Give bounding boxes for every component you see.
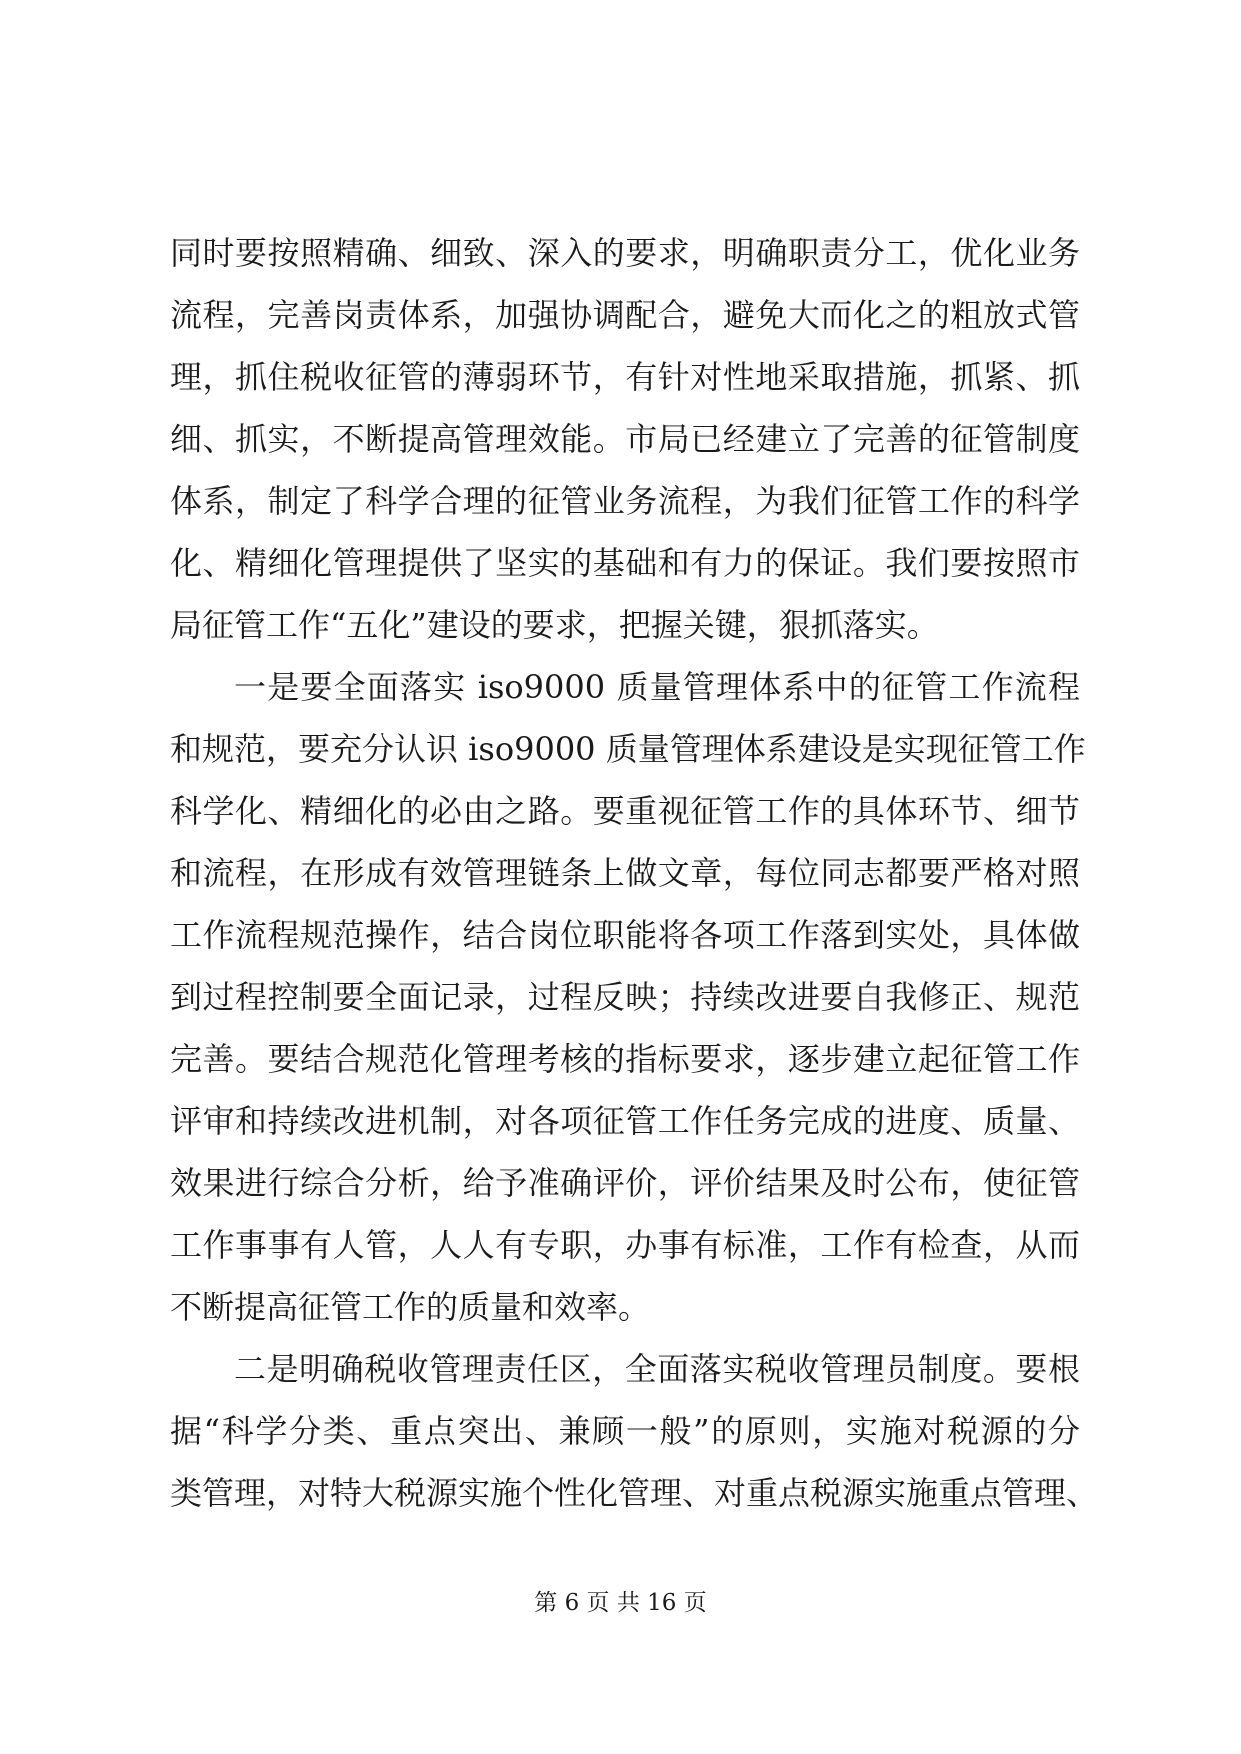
- text-line: 工作事事有人管，人人有专职，办事有标准，工作有检查，从而: [170, 1226, 1080, 1264]
- text-line: 效果进行综合分析，给予准确评价，评价结果及时公布，使征管: [170, 1164, 1080, 1202]
- page-number-footer: 第 6 页 共 16 页: [534, 1590, 707, 1616]
- text-line: 体系，制定了科学合理的征管业务流程，为我们征管工作的科学: [170, 482, 1080, 520]
- text-line: 工作流程规范操作，结合岗位职能将各项工作落到实处，具体做: [170, 916, 1080, 954]
- text-line: 科学化、精细化的必由之路。要重视征管工作的具体环节、细节: [170, 792, 1080, 830]
- text-line: 评审和持续改进机制，对各项征管工作任务完成的进度、质量、: [170, 1102, 1080, 1140]
- text-line: 局征管工作“五化”建设的要求，把握关键，狠抓落实。: [170, 606, 939, 644]
- text-line: 细、抓实，不断提高管理效能。市局已经建立了完善的征管制度: [170, 420, 1080, 458]
- text-line: 和流程，在形成有效管理链条上做文章，每位同志都要严格对照: [170, 854, 1080, 892]
- text-line: 不断提高征管工作的质量和效率。: [170, 1288, 651, 1326]
- text-line: 类管理，对特大税源实施个性化管理、对重点税源实施重点管理、: [170, 1474, 1099, 1512]
- paragraph-start-line: 二是明确税收管理责任区，全面落实税收管理员制度。要根: [234, 1350, 1080, 1388]
- text-line: 到过程控制要全面记录，过程反映；持续改进要自我修正、规范: [170, 978, 1080, 1016]
- text-line: 据“科学分类、重点突出、兼顾一般”的原则，实施对税源的分: [170, 1412, 1080, 1450]
- text-line: 流程，完善岗责体系，加强协调配合，避免大而化之的粗放式管: [170, 296, 1080, 334]
- document-body: [170, 222, 1099, 1524]
- text-line: 理，抓住税收征管的薄弱环节，有针对性地采取措施，抓紧、抓: [170, 358, 1080, 396]
- text-line: 化、精细化管理提供了坚实的基础和有力的保证。我们要按照市: [170, 544, 1080, 582]
- paragraph-start-line: 一是要全面落实 iso9000 质量管理体系中的征管工作流程: [234, 668, 1080, 706]
- text-line: 和规范，要充分认识 iso9000 质量管理体系建设是实现征管工作: [170, 730, 1086, 768]
- text-line: 同时要按照精确、细致、深入的要求，明确职责分工，优化业务: [170, 234, 1080, 272]
- text-line: 完善。要结合规范化管理考核的指标要求，逐步建立起征管工作: [170, 1040, 1080, 1078]
